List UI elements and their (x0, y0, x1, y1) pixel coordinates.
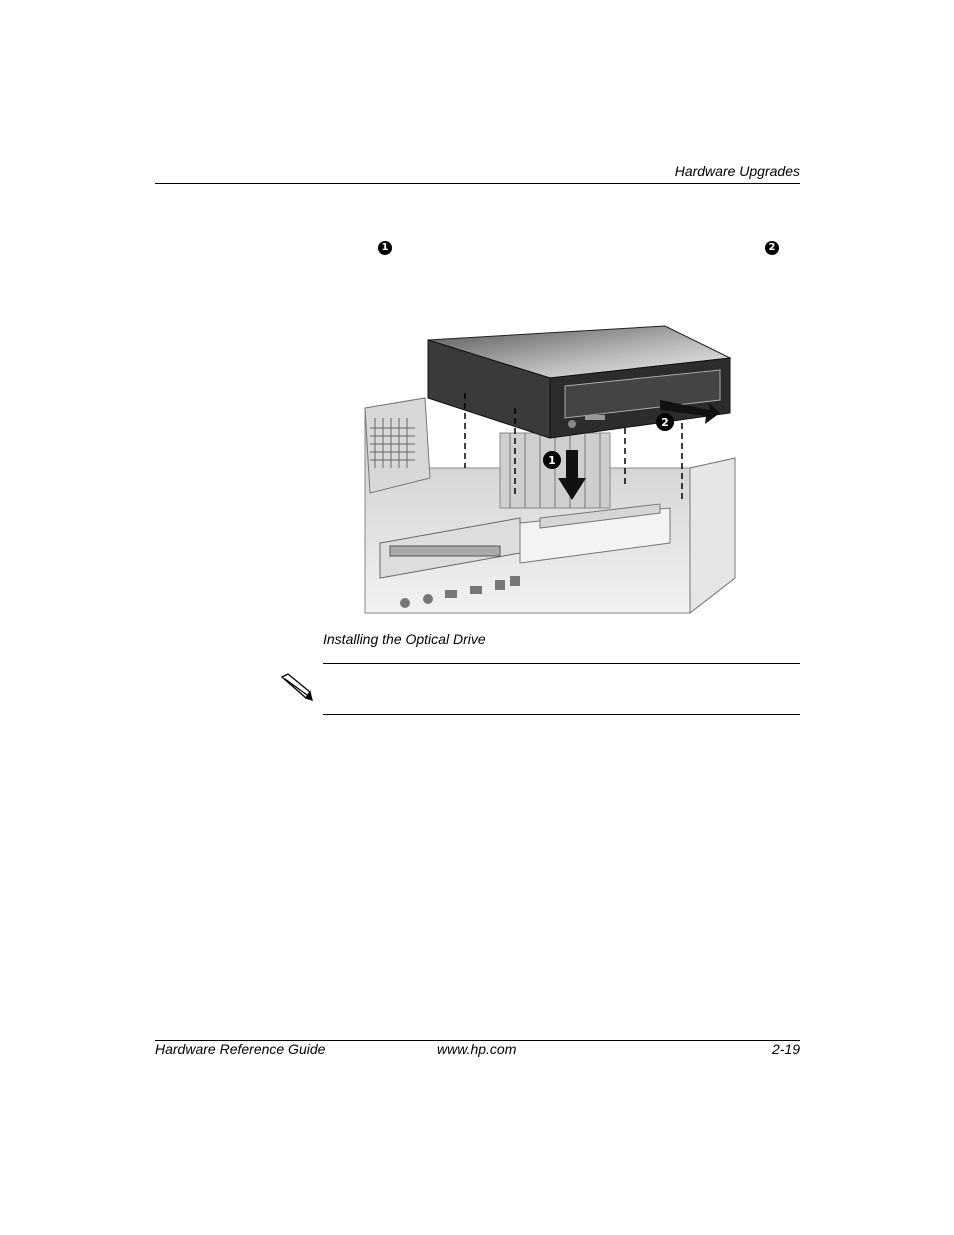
step-callout-2: 2 (765, 241, 779, 255)
step-callout-1: 1 (378, 241, 392, 255)
running-header: Hardware Upgrades (674, 163, 800, 179)
header-rule (155, 183, 800, 184)
footer-page-number: 2-19 (771, 1041, 800, 1057)
footer-website-link[interactable]: www.hp.com (437, 1041, 517, 1057)
optical-drive-illustration (360, 318, 740, 618)
optical-drive-figure (360, 318, 740, 618)
pencil-note-icon (279, 673, 313, 701)
figure-caption: Installing the Optical Drive (323, 631, 486, 647)
footer-guide-title: Hardware Reference Guide (155, 1041, 326, 1057)
figure-callout-2: 2 (661, 416, 669, 429)
figure-callout-1: 1 (548, 454, 556, 467)
note-bottom-rule (323, 714, 800, 715)
note-top-rule (323, 663, 800, 664)
